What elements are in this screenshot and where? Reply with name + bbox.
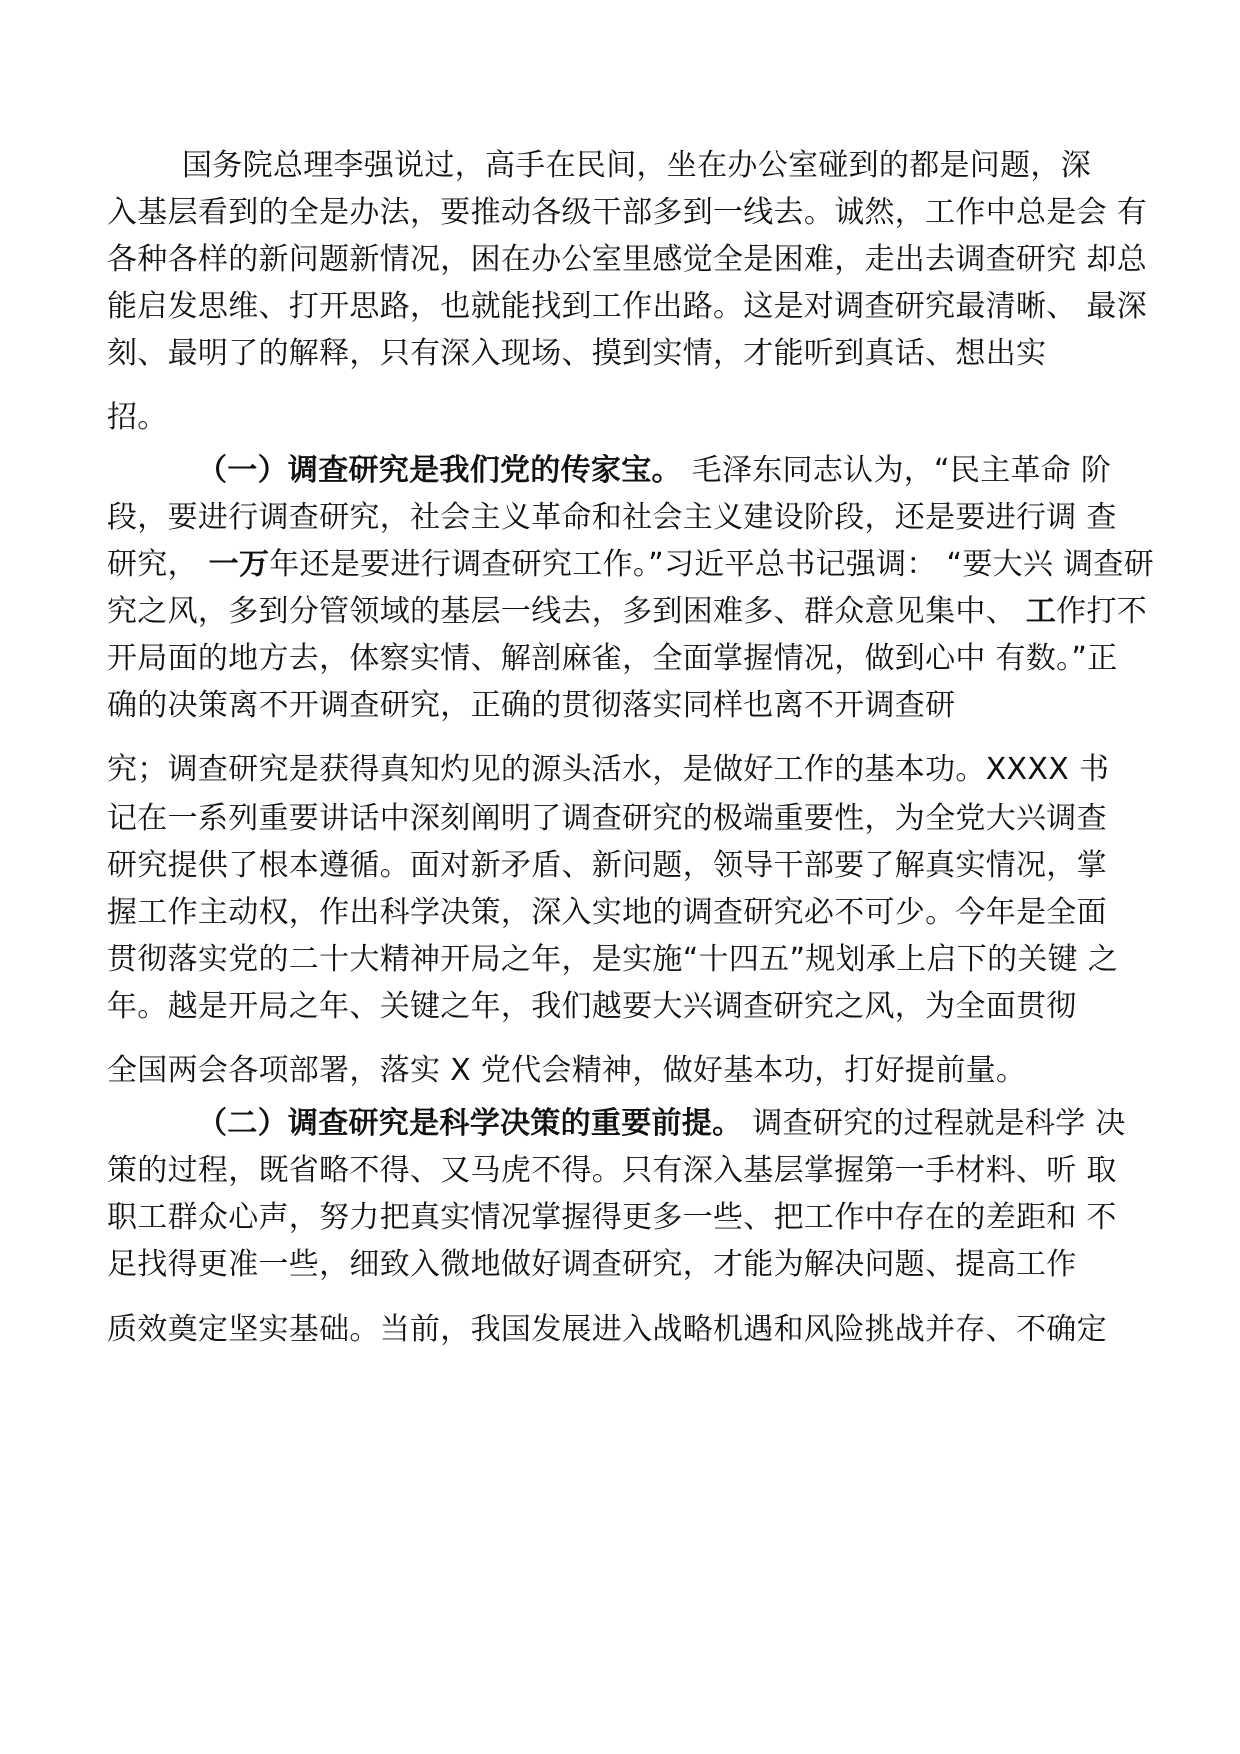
emphasis-text: 工 <box>1025 594 1057 629</box>
paragraph-text: 研究， <box>107 547 198 582</box>
paragraph-text: 毛泽东同志认为，“民主革命 阶 <box>681 453 1112 488</box>
section-heading-line <box>197 1103 1126 1145</box>
paragraph-line: 年。越是开局之年、关键之年，我们越要大兴调查研究之风，为全面贯彻 <box>107 989 1077 1024</box>
paragraph-text: 调查研究的过程就是科学 决 <box>742 1106 1126 1141</box>
section-heading: （一）调查研究是我们党的传家宝。 <box>197 453 682 488</box>
paragraph-line <box>107 591 1147 633</box>
paragraph-line: 策的过程，既省略不得、又马虎不得。只有深入基层掌握第一手材料、听 取 <box>107 1153 1117 1188</box>
paragraph-line: 究；调查研究是获得真知灼见的源头活水，是做好工作的基本功。XXXX 书 <box>107 752 1110 787</box>
paragraph-line: 记在一系列重要讲话中深刻阐明了调查研究的极端重要性，为全党大兴调查 <box>107 801 1107 836</box>
paragraph-line: 入基层看到的全是办法，要推动各级干部多到一线去。诚然，工作中总是会 有 <box>107 195 1148 230</box>
section-heading: （二）调查研究是科学决策的重要前提。 <box>197 1106 743 1141</box>
paragraph-text: 作打不 <box>1056 594 1148 629</box>
paragraph-line: 研究提供了根本遵循。面对新矛盾、新问题，领导干部要了解真实情况，掌 <box>107 848 1107 883</box>
paragraph-line: 国务院总理李强说过，高手在民间，坐在办公室碰到的都是问题，深 <box>182 148 1091 183</box>
paragraph-line <box>107 544 1154 586</box>
paragraph-line: 贯彻落实党的二十大精神开局之年，是实施“十四五”规划承上启下的关键 之 <box>107 942 1119 977</box>
paragraph-text: 究之风，多到分管领域的基层一线去，多到困难多、群众意见集中、 <box>107 594 1026 629</box>
paragraph-line: 段，要进行调查研究，社会主义革命和社会主义建设阶段，还是要进行调 查 <box>107 500 1117 535</box>
emphasis-text: 一万 <box>197 547 270 582</box>
paragraph-line: 刻、最明了的解释，只有深入现场、摸到实情，才能听到真话、想出实 <box>107 336 1047 371</box>
paragraph-line: 确的决策离不开调查研究，正确的贯彻落实同样也离不开调查研 <box>107 688 956 723</box>
paragraph-line: 开局面的地方去，体察实情、解剖麻雀，全面掌握情况，做到心中 有数。”正 <box>107 641 1118 676</box>
paragraph-text: 年还是要进行调查研究工作。”习近平总书记强调： “要大兴 调查研 <box>269 547 1155 582</box>
paragraph-line: 握工作主动权，作出科学决策，深入实地的调查研究必不可少。今年是全面 <box>107 895 1107 930</box>
paragraph-line: 各种各样的新问题新情况，困在办公室里感觉全是困难，走出去调查研究 却总 <box>107 242 1148 277</box>
paragraph-line: 足找得更准一些，细致入微地做好调查研究，才能为解决问题、提高工作 <box>107 1247 1077 1282</box>
paragraph-line: 质效奠定坚实基础。当前，我国发展进入战略机遇和风险挑战并存、不确定 <box>107 1312 1107 1347</box>
paragraph-line: 招。 <box>107 400 168 435</box>
paragraph-line: 职工群众心声，努力把真实情况掌握得更多一些、把工作中存在的差距和 不 <box>107 1200 1117 1235</box>
section-heading-line <box>197 450 1111 492</box>
paragraph-line: 全国两会各项部署，落实 X 党代会精神，做好基本功，打好提前量。 <box>107 1053 1027 1088</box>
paragraph-line: 能启发思维、打开思路，也就能找到工作出路。这是对调查研究最清晰、 最深 <box>107 289 1148 324</box>
